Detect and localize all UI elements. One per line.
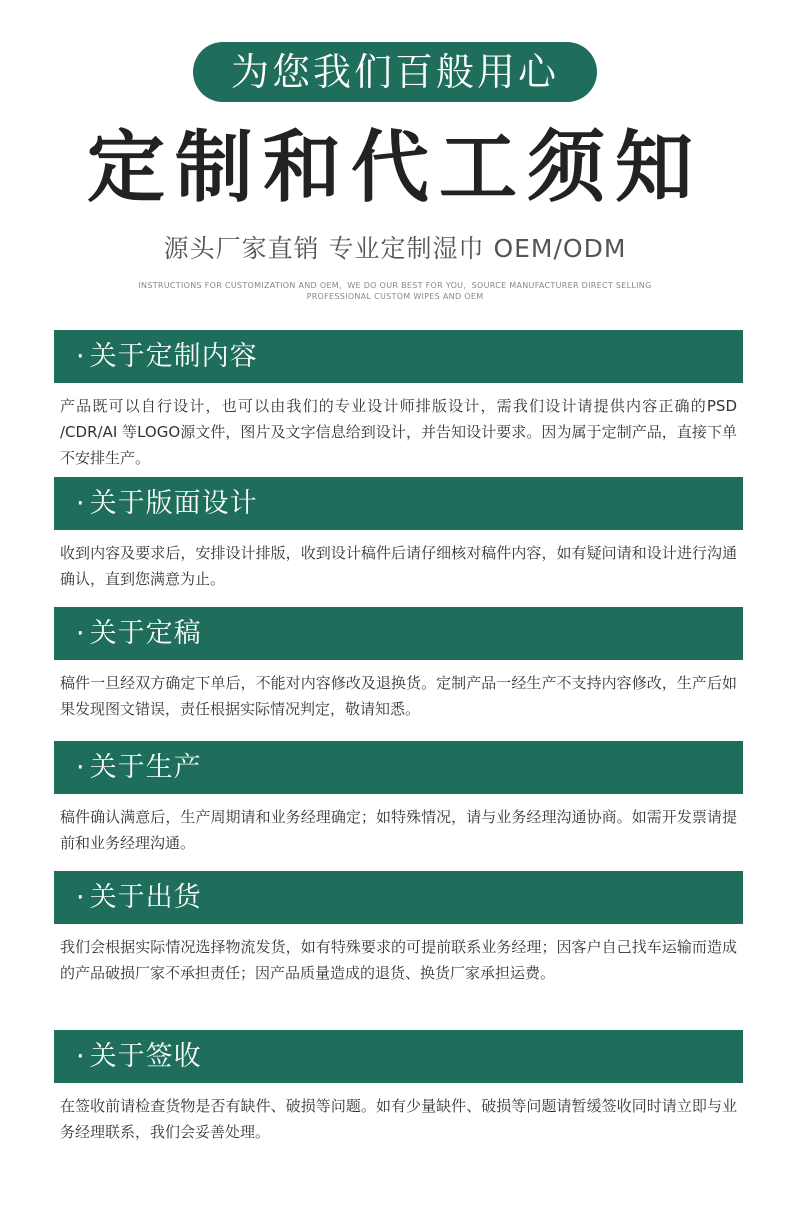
section-heading-bar [54, 607, 743, 660]
tagline-badge: 为您我们百般用心 [193, 42, 597, 102]
section-heading: 关于生产 [89, 752, 202, 783]
section-heading: 关于出货 [89, 882, 202, 913]
section-body: 收到内容及要求后，安排设计排版，收到设计稿件后请仔细核对稿件内容，如有疑问请和设计进行沟通确认，直到您满意为止。 [60, 544, 737, 588]
section-heading-bar [54, 871, 743, 924]
section-final-draft [54, 607, 743, 741]
section-heading-bar [54, 741, 743, 794]
section-heading-bar [54, 330, 743, 383]
bullet-dot: · [76, 752, 86, 783]
section-layout-design [54, 477, 743, 607]
section-body: 我们会根据实际情况选择物流发货，如有特殊要求的可提前联系业务经理；因客户自己找车运输而造成的产品破损厂家不承担责任；因产品质量造成的退货、换货厂家承担运费。 [60, 938, 737, 982]
section-heading: 关于版面设计 [89, 488, 258, 519]
bullet-dot: · [76, 488, 86, 519]
page-title: 定制和代工须知 [86, 123, 703, 213]
section-heading: 关于定稿 [89, 618, 202, 649]
section-body: 稿件确认满意后，生产周期请和业务经理确定；如特殊情况，请与业务经理沟通协商。如需开发票请提前和业务经理沟通。 [60, 808, 737, 852]
bullet-dot: · [76, 882, 86, 913]
section-heading-bar [54, 1030, 743, 1083]
section-heading: 关于签收 [89, 1041, 202, 1072]
sections-list [54, 330, 743, 1163]
section-body: 产品既可以自行设计，也可以由我们的专业设计师排版设计，需我们设计请提供内容正确的PSD /CDR/AI 等LOGO源文件，图片及文字信息给到设计，并告知设计要求。因为属于定制产品，直接下单不安排生产。 [60, 397, 737, 467]
bullet-dot: · [76, 1041, 86, 1072]
page-header [0, 0, 790, 302]
section-body: 稿件一旦经双方确定下单后，不能对内容修改及退换货。定制产品一经生产不支持内容修改，生产后如果发现图文错误，责任根据实际情况判定，敬请知悉。 [60, 674, 737, 718]
bullet-dot: · [76, 618, 86, 649]
section-custom-content [54, 330, 743, 477]
page-subtitle: 源头厂家直销 专业定制湿巾 OEM/ODM [163, 234, 627, 263]
section-heading-bar [54, 477, 743, 530]
section-shipping [54, 871, 743, 1030]
bullet-dot: · [76, 341, 86, 372]
section-heading: 关于定制内容 [89, 341, 258, 372]
english-fine-print: INSTRUCTIONS FOR CUSTOMIZATION AND OEM，WE DO OUR BEST FOR YOU，SOURCE MANUFACTURER DIRECT SELLING PROFESSIONAL CUSTOM WIPES AND OEM [138, 281, 652, 301]
section-receipt [54, 1030, 743, 1163]
section-production [54, 741, 743, 871]
section-body: 在签收前请检查货物是否有缺件、破损等问题。如有少量缺件、破损等问题请暂缓签收同时请立即与业务经理联系，我们会妥善处理。 [60, 1097, 737, 1141]
